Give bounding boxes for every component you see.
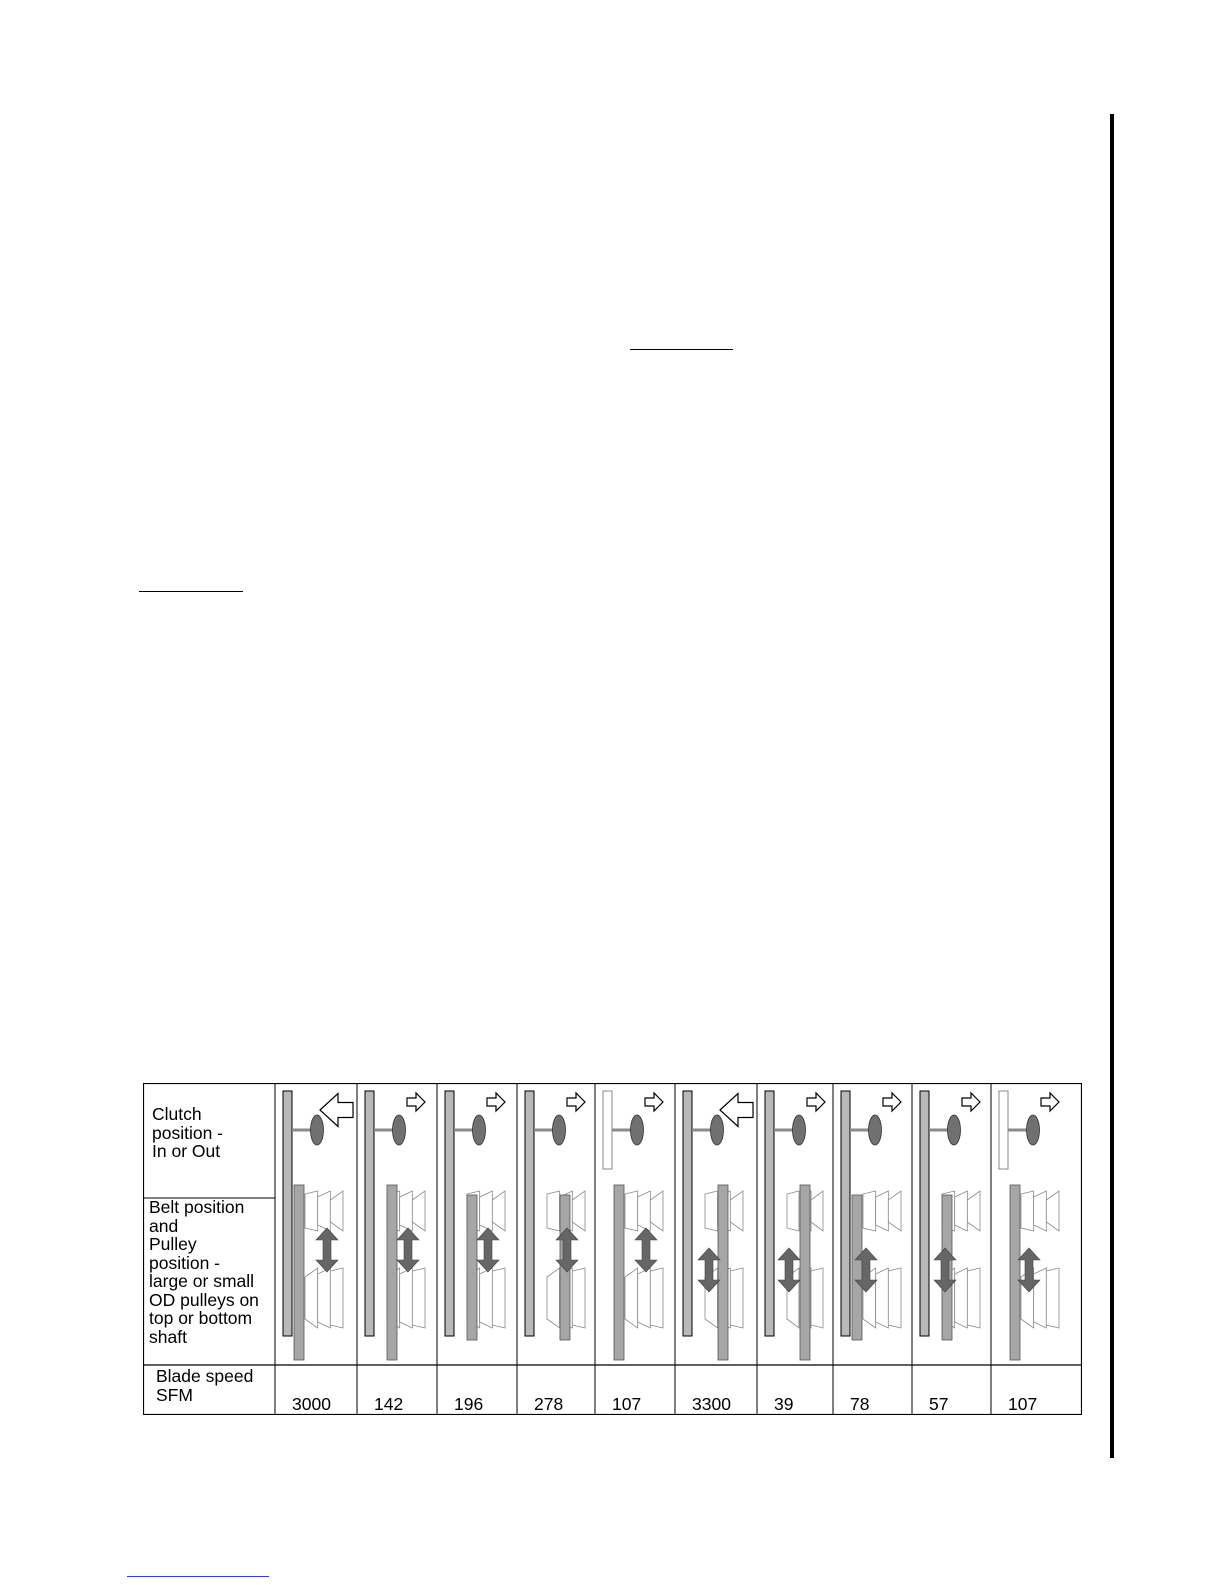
pulley-step	[492, 1191, 505, 1231]
speed-column	[841, 1091, 901, 1340]
row-header-line: SFM	[156, 1384, 193, 1405]
blade-speed-value: 107	[612, 1394, 642, 1414]
pulley-step	[967, 1268, 980, 1328]
pulley-step	[412, 1268, 425, 1328]
clutch-knob	[869, 1115, 882, 1145]
pulley-step	[547, 1191, 560, 1231]
motor-disc	[920, 1091, 929, 1336]
row-header-line: Pulley	[149, 1234, 197, 1254]
belt	[614, 1185, 624, 1360]
pulley-shift-arrow-icon	[316, 1228, 338, 1272]
clutch-knob	[311, 1115, 324, 1145]
blade-speed-value: 3000	[292, 1394, 331, 1414]
motor-disc	[603, 1091, 612, 1169]
pulley-step	[330, 1191, 343, 1231]
clutch-out-arrow-icon	[807, 1093, 825, 1111]
row-header-line: top or bottom	[149, 1308, 253, 1328]
blank-rule-1	[630, 349, 733, 350]
clutch-in-arrow-icon	[320, 1094, 353, 1127]
speed-column	[999, 1091, 1059, 1360]
pulley-step	[876, 1268, 889, 1328]
speed-column	[445, 1091, 505, 1340]
pulley-step	[811, 1268, 823, 1328]
blade-speed-value: 39	[774, 1394, 794, 1414]
belt	[852, 1195, 862, 1340]
pulley-step	[412, 1191, 425, 1231]
belt	[800, 1185, 810, 1360]
blade-speed-value: 57	[929, 1394, 949, 1414]
row-header-line: position -	[152, 1122, 224, 1143]
blade-speed-value: 107	[1008, 1394, 1038, 1414]
pulley-step	[625, 1268, 638, 1328]
pulley-step	[876, 1191, 889, 1231]
speed-column	[603, 1091, 663, 1360]
clutch-out-arrow-icon	[487, 1093, 505, 1111]
row-header-line: In or Out	[152, 1141, 221, 1161]
motor-disc	[365, 1091, 374, 1336]
pulley-step	[967, 1191, 980, 1231]
pulley-step	[318, 1191, 331, 1231]
pulley-shift-arrow-icon	[556, 1228, 578, 1272]
pulley-step	[650, 1191, 663, 1231]
pulley-step	[811, 1191, 823, 1231]
pulley-shift-arrow-icon	[477, 1228, 499, 1272]
row-header-line: position -	[149, 1252, 221, 1273]
pulley-step	[888, 1191, 901, 1231]
belt	[1010, 1185, 1020, 1360]
clutch-knob	[793, 1115, 806, 1145]
pulley-step	[955, 1268, 968, 1328]
clutch-knob	[711, 1115, 724, 1145]
pulley-step	[330, 1268, 343, 1328]
row-header-line: large or small	[149, 1271, 255, 1291]
clutch-in-arrow-icon	[720, 1094, 753, 1127]
pulley-step	[305, 1268, 318, 1328]
pulley-shift-arrow-icon	[397, 1228, 419, 1272]
blade-speed-value: 278	[534, 1394, 564, 1414]
clutch-out-arrow-icon	[407, 1093, 425, 1111]
speed-column	[283, 1091, 353, 1360]
pulley-step	[492, 1268, 505, 1328]
clutch-out-arrow-icon	[962, 1093, 980, 1111]
blade-speed-value: 142	[374, 1394, 404, 1414]
motor-disc	[445, 1091, 454, 1336]
belt	[387, 1185, 397, 1360]
motor-disc	[683, 1091, 692, 1336]
speed-column	[920, 1091, 980, 1340]
row-header-line: shaft	[149, 1326, 187, 1347]
pulley-step	[318, 1268, 331, 1328]
pulley-step	[638, 1191, 651, 1231]
belt-row-header	[149, 1198, 259, 1346]
clutch-knob	[1027, 1115, 1040, 1145]
clutch-knob	[473, 1115, 486, 1145]
motor-disc	[841, 1091, 850, 1336]
pulley-shift-arrow-icon	[635, 1228, 657, 1272]
clutch-row-header	[152, 1105, 223, 1161]
clutch-out-arrow-icon	[567, 1093, 585, 1111]
pulley-step	[863, 1191, 876, 1231]
pulley-step	[547, 1268, 560, 1328]
pulley-step	[400, 1191, 413, 1231]
pulley-step	[1034, 1191, 1047, 1231]
pulley-step	[625, 1191, 638, 1231]
row-header-line: and	[149, 1215, 179, 1236]
pulley-step	[480, 1191, 493, 1231]
pulley-step	[705, 1191, 718, 1231]
speed-column	[525, 1091, 585, 1340]
pulley-step	[888, 1268, 901, 1328]
pulley-step	[730, 1191, 743, 1231]
pulley-step	[305, 1191, 318, 1231]
clutch-knob	[553, 1115, 566, 1145]
speed-column	[365, 1091, 425, 1360]
motor-disc	[999, 1091, 1008, 1169]
pulley-step	[572, 1268, 585, 1328]
pulley-step	[572, 1191, 585, 1231]
speed-column	[683, 1091, 753, 1360]
speed-row-header	[156, 1367, 253, 1404]
footnote-link-rule[interactable]	[127, 1576, 269, 1577]
row-header-line: Clutch	[152, 1104, 202, 1124]
clutch-knob	[948, 1115, 961, 1145]
motor-disc	[525, 1091, 534, 1336]
blade-speed-value: 78	[850, 1394, 870, 1414]
clutch-out-arrow-icon	[883, 1093, 901, 1111]
pulley-step	[955, 1191, 968, 1231]
pulley-step	[1046, 1191, 1059, 1231]
pulley-step	[638, 1268, 651, 1328]
motor-disc	[765, 1091, 774, 1336]
margin-bar	[1110, 114, 1114, 1458]
pulley-step	[1034, 1268, 1047, 1328]
clutch-knob	[631, 1115, 644, 1145]
pulley-step	[730, 1268, 743, 1328]
row-header-line: Belt position	[149, 1197, 245, 1217]
blade-speed-value: 196	[454, 1394, 484, 1414]
speed-column	[765, 1091, 825, 1360]
pulley-step	[400, 1268, 413, 1328]
blade-speed-table	[143, 1083, 1082, 1415]
blade-speed-value: 3300	[692, 1394, 731, 1414]
row-header-line: OD pulleys on	[149, 1289, 259, 1310]
pulley-step	[1021, 1191, 1034, 1231]
belt	[294, 1185, 304, 1360]
clutch-out-arrow-icon	[1041, 1093, 1059, 1111]
pulley-step	[480, 1268, 493, 1328]
motor-disc	[283, 1091, 292, 1336]
clutch-out-arrow-icon	[645, 1093, 663, 1111]
belt	[718, 1185, 728, 1360]
blank-rule-2	[139, 591, 243, 592]
row-header-line: Blade speed	[156, 1366, 254, 1386]
pulley-step	[1046, 1268, 1059, 1328]
pulley-step	[650, 1268, 663, 1328]
belt	[467, 1195, 477, 1340]
pulley-step	[787, 1191, 799, 1231]
clutch-knob	[393, 1115, 406, 1145]
